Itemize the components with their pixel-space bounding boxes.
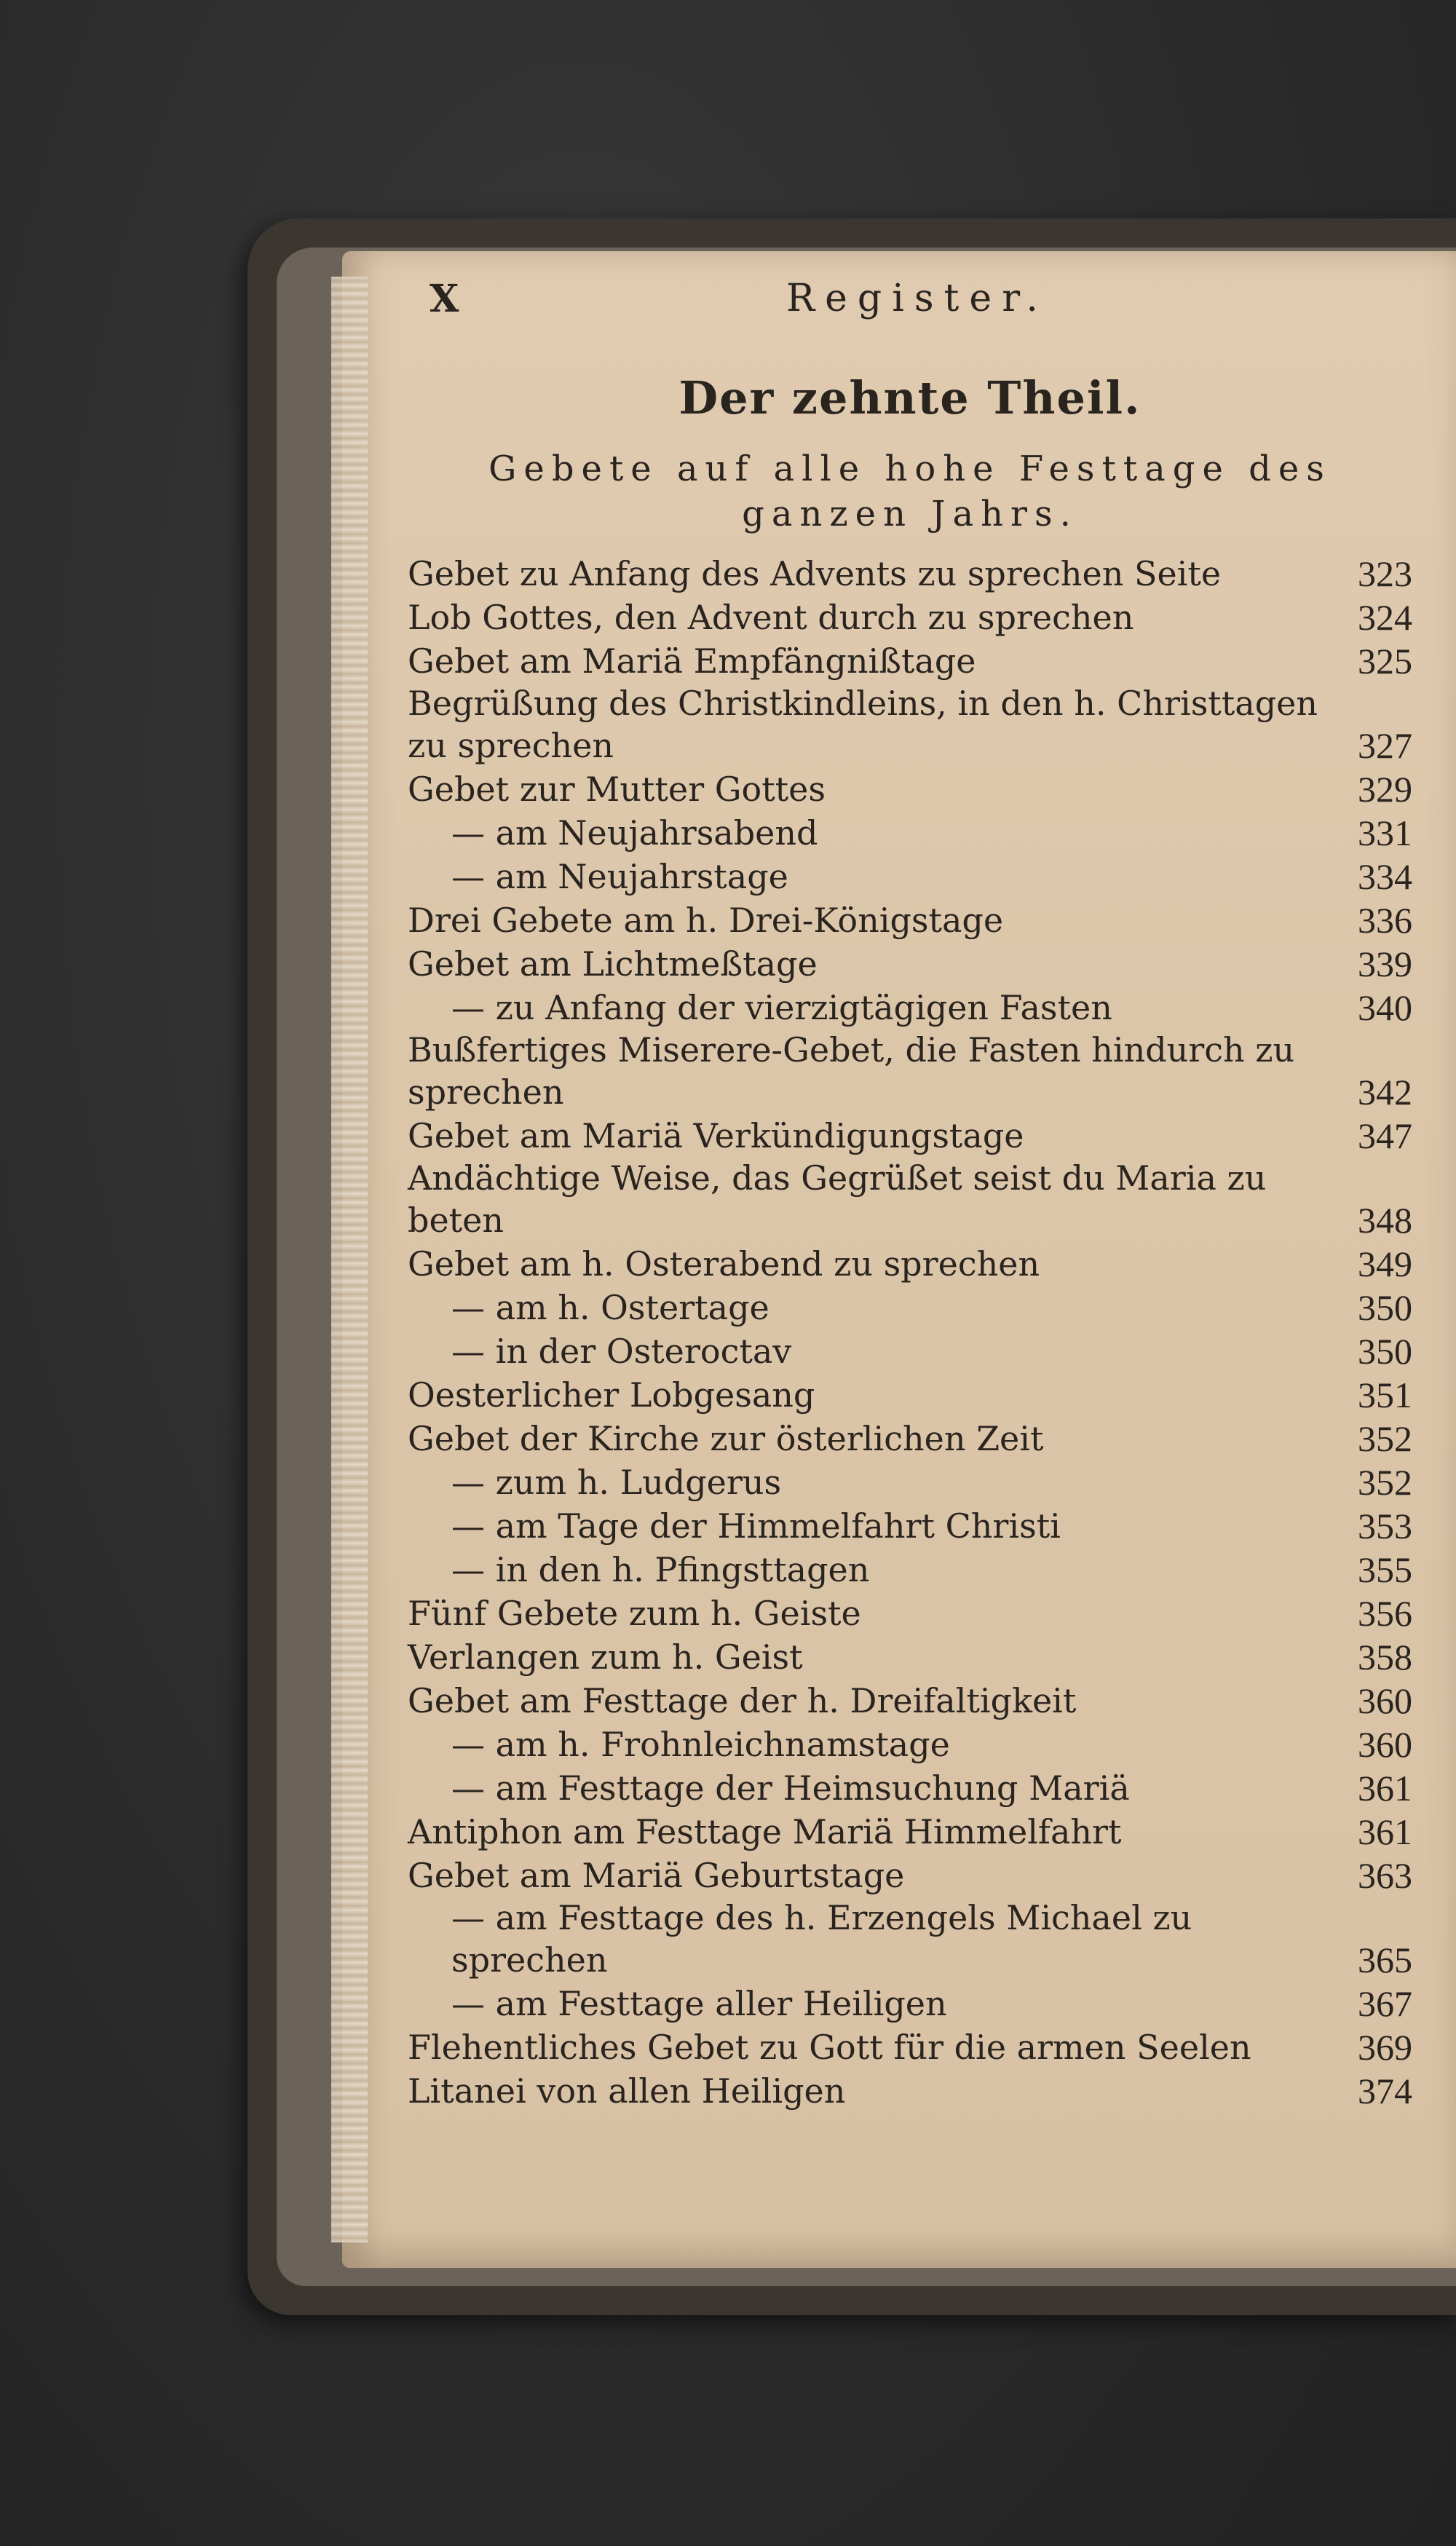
entry-title: Andächtige Weise, das Gegrüßet seist du Maria zu beten — [408, 1158, 1267, 1240]
entry-page-number: 361 — [1358, 1768, 1412, 1808]
entry-title: — am Tage der Himmelfahrt Christi — [451, 1506, 1061, 1546]
entry-page-number: 351 — [1358, 1375, 1412, 1415]
entry-title: — am Festtage des h. Erzengels Michael zu sprechen — [451, 1898, 1192, 1980]
entry-title: Gebet zu Anfang des Advents zu sprechen Seite — [408, 554, 1222, 593]
entry-title: — am Neujahrstage — [451, 857, 788, 896]
entry-title: Gebet am Mariä Empfängnißtage — [408, 641, 976, 681]
entry-title: — am h. Ostertage — [451, 1288, 769, 1327]
list-item — [408, 1547, 1412, 1591]
entry-page-number: 334 — [1358, 856, 1412, 897]
entry-title: — am Neujahrsabend — [451, 813, 818, 853]
list-item — [408, 1897, 1412, 1981]
list-item — [408, 1285, 1412, 1329]
list-item — [408, 682, 1412, 767]
list-item — [408, 1113, 1412, 1157]
entry-page-number: 323 — [1358, 553, 1412, 594]
list-item — [408, 1766, 1412, 1809]
list-item — [408, 1241, 1412, 1285]
list-item — [408, 810, 1412, 854]
list-item — [408, 595, 1412, 639]
running-title: Register. — [786, 277, 1048, 320]
entry-title: — zum h. Ludgerus — [451, 1463, 782, 1502]
list-item — [408, 1678, 1412, 1722]
entry-page-number: 324 — [1358, 597, 1412, 638]
list-item — [408, 1460, 1412, 1503]
list-item — [408, 767, 1412, 810]
entry-page-number: 360 — [1358, 1680, 1412, 1721]
entry-page-number: 356 — [1358, 1593, 1412, 1634]
entry-title: Litanei von allen Heiligen — [408, 2071, 846, 2111]
list-item — [408, 898, 1412, 941]
entry-page-number: 355 — [1358, 1549, 1412, 1590]
entry-title: Gebet am Lichtmeßtage — [408, 944, 818, 984]
list-item — [408, 1329, 1412, 1372]
entry-title: Gebet zur Mutter Gottes — [408, 770, 826, 809]
section-title: Der zehnte Theil. — [678, 371, 1142, 424]
entry-title: — am h. Frohnleichnamstage — [451, 1725, 950, 1764]
list-item — [408, 2025, 1412, 2068]
entry-page-number: 349 — [1358, 1244, 1412, 1284]
entry-title: Gebet der Kirche zur österlichen Zeit — [408, 1419, 1044, 1458]
entry-title: Gebet am Festtage der h. Dreifaltigkeit — [408, 1681, 1077, 1720]
entry-title: Lob Gottes, den Advent durch zu sprechen — [408, 598, 1134, 637]
entry-title: — am Festtage der Heimsuchung Mariä — [451, 1768, 1130, 1808]
entry-page-number: 367 — [1358, 1983, 1412, 2024]
list-item — [408, 1591, 1412, 1634]
entry-page-number: 350 — [1358, 1331, 1412, 1372]
entry-page-number: 352 — [1358, 1462, 1412, 1503]
entry-title: Bußfertiges Miserere-Gebet, die Fasten hindurch zu sprechen — [408, 1030, 1295, 1112]
section-subtitle: Gebete auf alle hohe Festtage des ganzen Jahrs. — [488, 448, 1332, 534]
entry-page-number: 340 — [1358, 987, 1412, 1028]
entry-page-number: 331 — [1358, 813, 1412, 853]
list-item — [408, 1809, 1412, 1853]
entry-title: — zu Anfang der vierzigtägigen Fasten — [451, 988, 1112, 1027]
entry-page-number: 360 — [1358, 1724, 1412, 1765]
list-item — [408, 1634, 1412, 1678]
entry-page-number: 352 — [1358, 1418, 1412, 1459]
list-item — [408, 551, 1412, 595]
page-content — [408, 277, 1412, 2112]
entry-page-number: 363 — [1358, 1855, 1412, 1896]
entry-page-number: 339 — [1358, 944, 1412, 984]
list-item — [408, 1853, 1412, 1897]
list-item — [408, 1416, 1412, 1460]
entry-title: Antiphon am Festtage Mariä Himmelfahrt — [408, 1812, 1122, 1851]
entry-page-number: 327 — [1358, 725, 1412, 766]
entry-page-number: 336 — [1358, 900, 1412, 941]
entry-page-number: 350 — [1358, 1287, 1412, 1328]
entry-page-number: 342 — [1358, 1072, 1412, 1112]
index-list — [408, 551, 1412, 2112]
entry-page-number: 365 — [1358, 1940, 1412, 1980]
list-item — [408, 639, 1412, 682]
entry-title: — in der Osteroctav — [451, 1332, 792, 1371]
page-numeral: X — [430, 277, 459, 321]
list-item — [408, 1722, 1412, 1766]
entry-page-number: 358 — [1358, 1637, 1412, 1677]
entry-title: Gebet am Mariä Verkündigungstage — [408, 1116, 1024, 1155]
list-item — [408, 1157, 1412, 1241]
page-torn-edge — [331, 277, 368, 2242]
entry-page-number: 348 — [1358, 1200, 1412, 1241]
list-item — [408, 854, 1412, 898]
entry-page-number: 369 — [1358, 2027, 1412, 2068]
entry-title: Begrüßung des Christkindleins, in den h. Christtagen zu sprechen — [408, 684, 1318, 765]
list-item — [408, 1981, 1412, 2025]
running-header — [408, 277, 1412, 328]
list-item — [408, 1029, 1412, 1113]
entry-title: Fünf Gebete zum h. Geiste — [408, 1594, 861, 1633]
entry-page-number: 353 — [1358, 1506, 1412, 1546]
entry-page-number: 325 — [1358, 641, 1412, 681]
entry-page-number: 361 — [1358, 1811, 1412, 1852]
entry-title: Oesterlicher Lobgesang — [408, 1375, 815, 1415]
list-item — [408, 2068, 1412, 2112]
entry-title: Verlangen zum h. Geist — [408, 1637, 803, 1677]
entry-title: — in den h. Pfingsttagen — [451, 1550, 870, 1589]
list-item — [408, 985, 1412, 1029]
entry-page-number: 374 — [1358, 2071, 1412, 2111]
entry-title: — am Festtage aller Heiligen — [451, 1984, 947, 2023]
entry-title: Gebet am h. Osterabend zu sprechen — [408, 1244, 1040, 1284]
entry-page-number: 329 — [1358, 769, 1412, 810]
entry-title: Gebet am Mariä Geburtstage — [408, 1856, 905, 1895]
entry-title: Flehentliches Gebet zu Gott für die armen Seelen — [408, 2028, 1251, 2067]
list-item — [408, 1503, 1412, 1547]
entry-title: Drei Gebete am h. Drei-Königstage — [408, 901, 1004, 940]
list-item — [408, 1372, 1412, 1416]
list-item — [408, 941, 1412, 985]
entry-page-number: 347 — [1358, 1115, 1412, 1156]
